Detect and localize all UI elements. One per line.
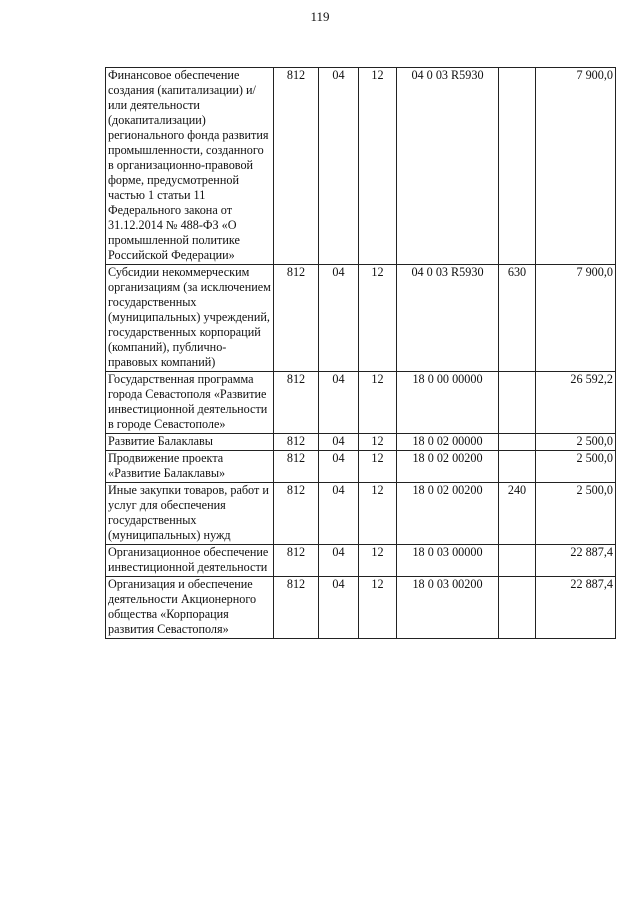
target-article-cell: 04 0 03 R5930 [397, 265, 499, 372]
section-cell: 04 [319, 265, 359, 372]
table-row [106, 265, 616, 372]
expense-type-cell [499, 451, 536, 483]
row-name-cell: Организационное обеспечение инвестиционной деятельности [106, 545, 274, 577]
subsection-cell: 12 [359, 483, 397, 545]
ministry-code-cell: 812 [274, 483, 319, 545]
target-article-cell: 18 0 02 00000 [397, 434, 499, 451]
row-name-cell: Продвижение проекта «Развитие Балаклавы» [106, 451, 274, 483]
budget-table [105, 67, 616, 639]
target-article-cell: 18 0 02 00200 [397, 483, 499, 545]
expense-type-cell: 630 [499, 265, 536, 372]
amount-cell: 7 900,0 [536, 68, 616, 265]
subsection-cell: 12 [359, 451, 397, 483]
row-name-cell: Государственная программа города Севастополя «Развитие инвестиционной деятельности в городе Севастополе» [106, 372, 274, 434]
amount-cell: 2 500,0 [536, 451, 616, 483]
section-cell: 04 [319, 68, 359, 265]
amount-cell: 22 887,4 [536, 545, 616, 577]
ministry-code-cell: 812 [274, 577, 319, 639]
ministry-code-cell: 812 [274, 265, 319, 372]
amount-cell: 22 887,4 [536, 577, 616, 639]
expense-type-cell [499, 545, 536, 577]
subsection-cell: 12 [359, 265, 397, 372]
row-name-cell: Финансовое обеспечение создания (капитализации) и/или деятельности (докапитализации) регионального фонда развития промышленности, созданного в организационно-правовой форме, предусмотренной частью 1 статьи 11 Федерального закона от 31.12.2014 № 488-ФЗ «О промышленной политике Российской Федерации» [106, 68, 274, 265]
subsection-cell: 12 [359, 577, 397, 639]
target-article-cell: 18 0 03 00200 [397, 577, 499, 639]
expense-type-cell [499, 577, 536, 639]
table-row [106, 545, 616, 577]
subsection-cell: 12 [359, 372, 397, 434]
section-cell: 04 [319, 451, 359, 483]
row-name-cell: Организация и обеспечение деятельности Акционерного общества «Корпорация развития Севастополя» [106, 577, 274, 639]
expense-type-cell [499, 372, 536, 434]
amount-cell: 7 900,0 [536, 265, 616, 372]
expense-type-cell [499, 434, 536, 451]
table-row [106, 434, 616, 451]
subsection-cell: 12 [359, 434, 397, 451]
target-article-cell: 18 0 02 00200 [397, 451, 499, 483]
page-number: 119 [310, 9, 330, 24]
expense-type-cell: 240 [499, 483, 536, 545]
section-cell: 04 [319, 372, 359, 434]
table-row [106, 372, 616, 434]
ministry-code-cell: 812 [274, 372, 319, 434]
section-cell: 04 [319, 483, 359, 545]
ministry-code-cell: 812 [274, 451, 319, 483]
target-article-cell: 04 0 03 R5930 [397, 68, 499, 265]
expense-type-cell [499, 68, 536, 265]
amount-cell: 2 500,0 [536, 483, 616, 545]
target-article-cell: 18 0 00 00000 [397, 372, 499, 434]
table-row [106, 451, 616, 483]
ministry-code-cell: 812 [274, 434, 319, 451]
section-cell: 04 [319, 434, 359, 451]
subsection-cell: 12 [359, 545, 397, 577]
table-row [106, 68, 616, 265]
ministry-code-cell: 812 [274, 68, 319, 265]
target-article-cell: 18 0 03 00000 [397, 545, 499, 577]
section-cell: 04 [319, 577, 359, 639]
amount-cell: 26 592,2 [536, 372, 616, 434]
row-name-cell: Развитие Балаклавы [106, 434, 274, 451]
row-name-cell: Субсидии некоммерческим организациям (за исключением государственных (муниципальных) учреждений, государственных корпораций (компаний), публично-правовых компаний) [106, 265, 274, 372]
amount-cell: 2 500,0 [536, 434, 616, 451]
table-row [106, 483, 616, 545]
row-name-cell: Иные закупки товаров, работ и услуг для обеспечения государственных (муниципальных) нужд [106, 483, 274, 545]
table-row [106, 577, 616, 639]
ministry-code-cell: 812 [274, 545, 319, 577]
section-cell: 04 [319, 545, 359, 577]
subsection-cell: 12 [359, 68, 397, 265]
